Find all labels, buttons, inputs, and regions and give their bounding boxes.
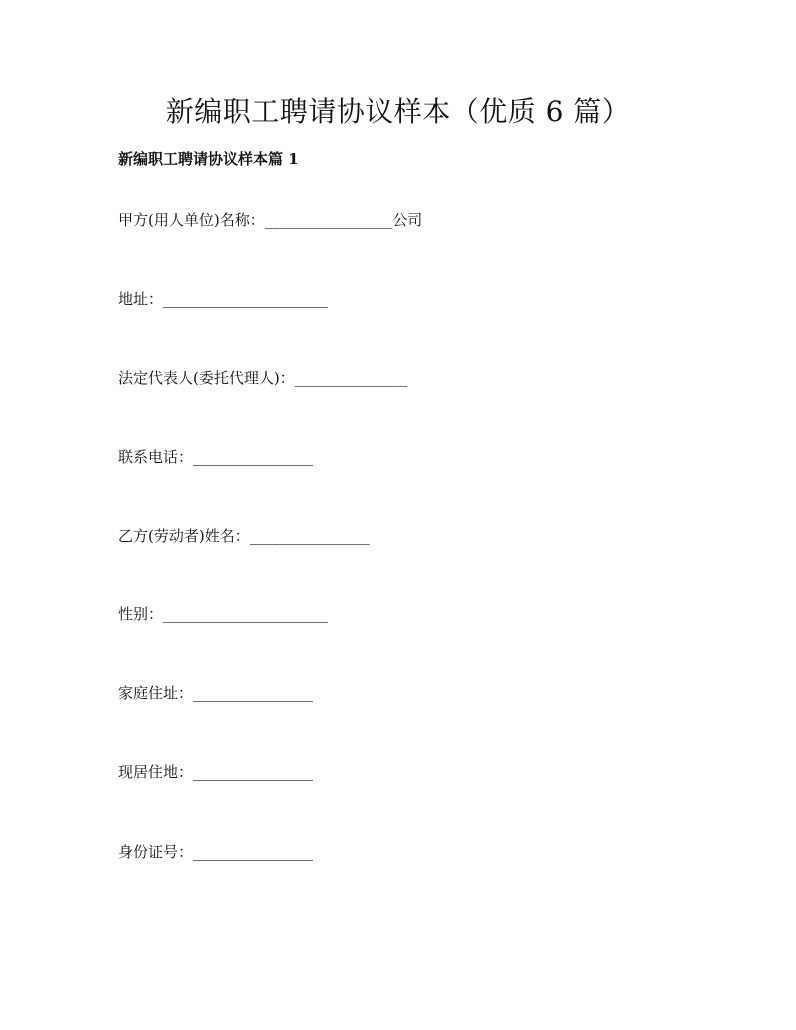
blank-line: ________________: [193, 448, 314, 466]
employee-name-field: [118, 525, 370, 547]
legal-representative-field: [118, 367, 407, 389]
employer-name-field: [118, 209, 422, 231]
current-residence-field: [118, 761, 313, 783]
home-address-field: [118, 682, 313, 704]
section-heading: 新编职工聘请协议样本篇 1: [118, 150, 299, 168]
document-title: 新编职工聘请协议样本（优质 6 篇）: [165, 95, 631, 128]
field-label: 法定代表人(委托代理人)：: [118, 369, 295, 387]
field-label: 联系电话：: [118, 448, 194, 466]
phone-field: [118, 446, 313, 468]
field-label: 性别：: [118, 605, 164, 623]
blank-line: _________________: [264, 211, 393, 229]
address-field: [118, 288, 328, 310]
blank-line: ________________: [193, 763, 314, 781]
id-number-field: [118, 841, 313, 863]
blank-line: ________________: [193, 843, 314, 861]
field-suffix: 公司: [392, 211, 423, 229]
field-label: 现居住地：: [118, 763, 194, 781]
blank-line: _______________: [294, 369, 408, 387]
field-label: 甲方(用人单位)名称：: [118, 211, 265, 229]
blank-line: ______________________: [163, 290, 329, 308]
field-label: 身份证号：: [118, 843, 194, 861]
blank-line: ________________: [193, 684, 314, 702]
blank-line: ________________: [249, 527, 370, 545]
field-label: 乙方(劳动者)姓名：: [118, 527, 250, 545]
gender-field: [118, 603, 328, 625]
field-label: 地址：: [118, 290, 164, 308]
blank-line: ______________________: [163, 605, 329, 623]
field-label: 家庭住址：: [118, 684, 194, 702]
